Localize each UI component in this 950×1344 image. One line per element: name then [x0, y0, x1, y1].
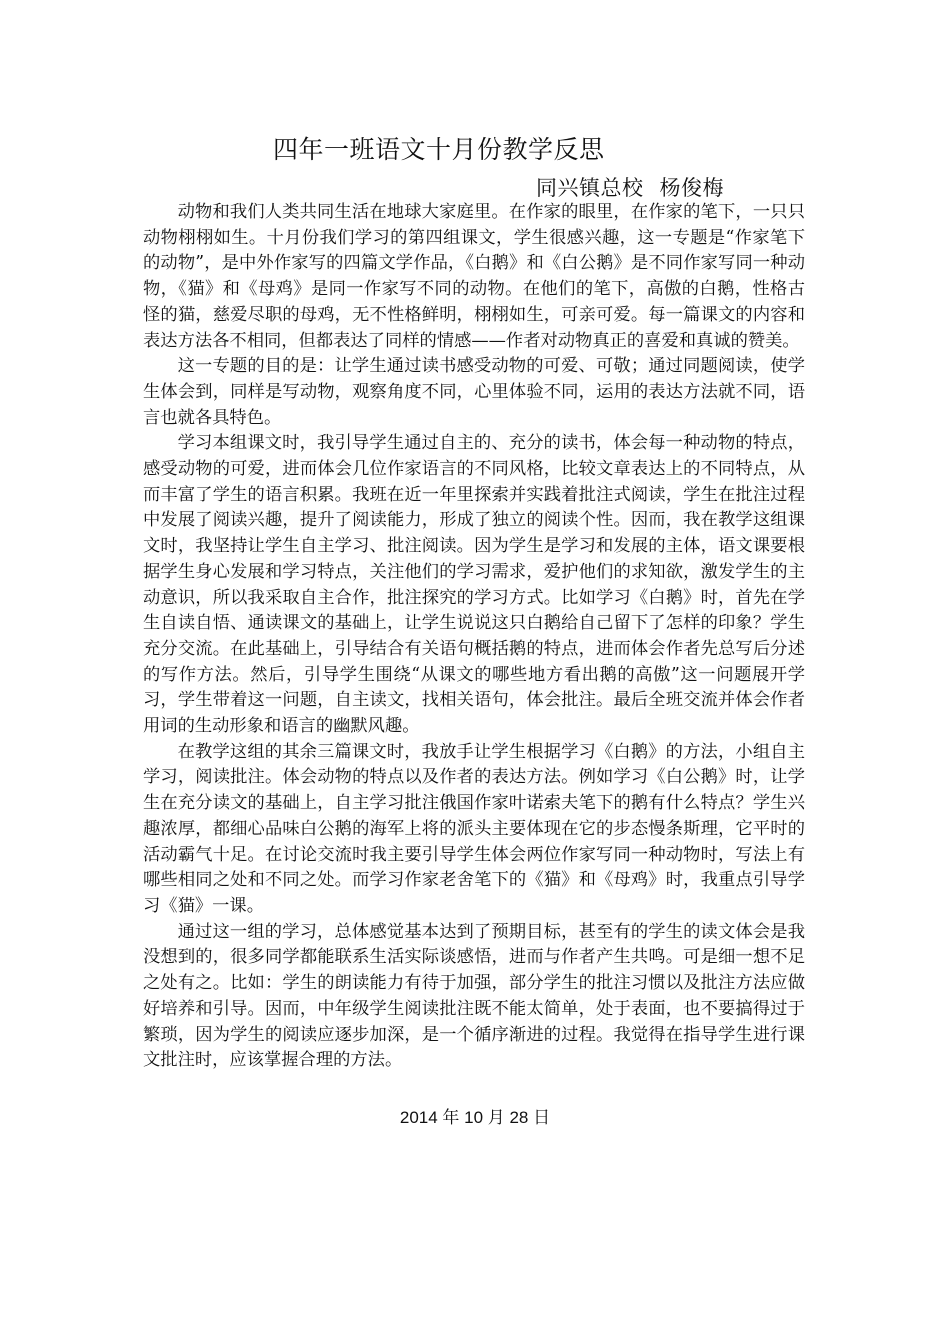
paragraph: 这一专题的目的是：让学生通过读书感受动物的可爱、可敬；通过同题阅读，使学生体会到，同样是写动物，观察角度不同，心里体验不同，运用的表达方法就不同，语言也就各具特色。	[143, 356, 805, 428]
paragraph: 在教学这组的其余三篇课文时，我放手让学生根据学习《白鹅》的方法，小组自主学习，阅读批注。体会动物的特点以及作者的表达方法。例如学习《白公鹅》时，让学生在充分读文的基础上，自主学习批注俄国作家叶诺索夫笔下的鹅有什么特点？学生兴趣浓厚，都细心品味白公鹅的海军上将的派头主要体现在它的步态慢条斯理，它平时的活动霸气十足。在讨论交流时我主要引导学生体会两位作家写同一种动物时，写法上有哪些相同之处和不同之处。而学习作家老舍笔下的《猫》和《母鸡》时，我重点引导学习《猫》一课。	[143, 741, 805, 916]
paragraph: 通过这一组的学习，总体感觉基本达到了预期目标，甚至有的学生的读文体会是我没想到的，很多同学都能联系生活实际谈感悟，进而与作者产生共鸣。可是细一想不足之处有之。比如：学生的朗读能力有待于加强，部分学生的批注习惯以及批注方法应做好培养和引导。因而，中年级学生阅读批注既不能太简单，处于表面，也不要搞得过于繁琐，因为学生的阅读应逐步加深，是一个循序渐进的过程。我觉得在指导学生进行课文批注时，应该掌握合理的方法。	[143, 921, 805, 1071]
paragraph: 动物和我们人类共同生活在地球大家庭里。在作家的眼里，在作家的笔下，一只只动物栩栩如生。十月份我们学习的第四组课文，学生很感兴趣，这一专题是“作家笔下的动物”，是中外作家写的四篇文学作品，《白鹅》和《白公鹅》是不同作家写同一种动物，《猫》和《母鸡》是同一作家写不同的动物。在他们的笔下，高傲的白鹅，性格古怪的猫，慈爱尽职的母鸡，无不性格鲜明，栩栩如生，可亲可爱。每一篇课文的内容和表达方法各不相同，但都表达了同样的情感——作者对动物真正的喜爱和真诚的赞美。	[143, 202, 805, 351]
document-date: 2014 年 10 月 28 日	[399, 1108, 551, 1127]
document-title: 四年一班语文十月份教学反思	[273, 135, 605, 164]
paragraph: 学习本组课文时，我引导学生通过自主的、充分的读书，体会每一种动物的特点，感受动物的可爱，进而体会几位作家语言的不同风格，比较文章表达上的不同特点，从而丰富了学生的语言积累。我班在近一年里探索并实践着批注式阅读，学生在批注过程中发展了阅读兴趣，提升了阅读能力，形成了独立的阅读个性。因而，我在教学这组课文时，我坚持让学生自主学习、批注阅读。因为学生是学习和发展的主体，语文课要根据学生身心发展和学习特点，关注他们的学习需求，爱护他们的求知欲，激发学生的主动意识，所以我采取自主合作，批注探究的学习方式。比如学习《白鹅》时，首先在学生自读自悟、通读课文的基础上，让学生说说这只白鹅给自己留下了怎样的印象？学生充分交流。在此基础上，引导结合有关语句概括鹅的特点，进而体会作者先总写后分述的写作方法。然后，引导学生围绕“从课文的哪些地方看出鹅的高傲”这一问题展开学习，学生带着这一问题，自主读文，找相关语句，体会批注。最后全班交流并体会作者用词的生动形象和语言的幽默风趣。	[143, 433, 805, 737]
author-name: 杨俊梅	[659, 176, 724, 200]
author-line	[536, 174, 724, 202]
document-body	[143, 200, 805, 1074]
author-school: 同兴镇总校	[536, 176, 644, 200]
